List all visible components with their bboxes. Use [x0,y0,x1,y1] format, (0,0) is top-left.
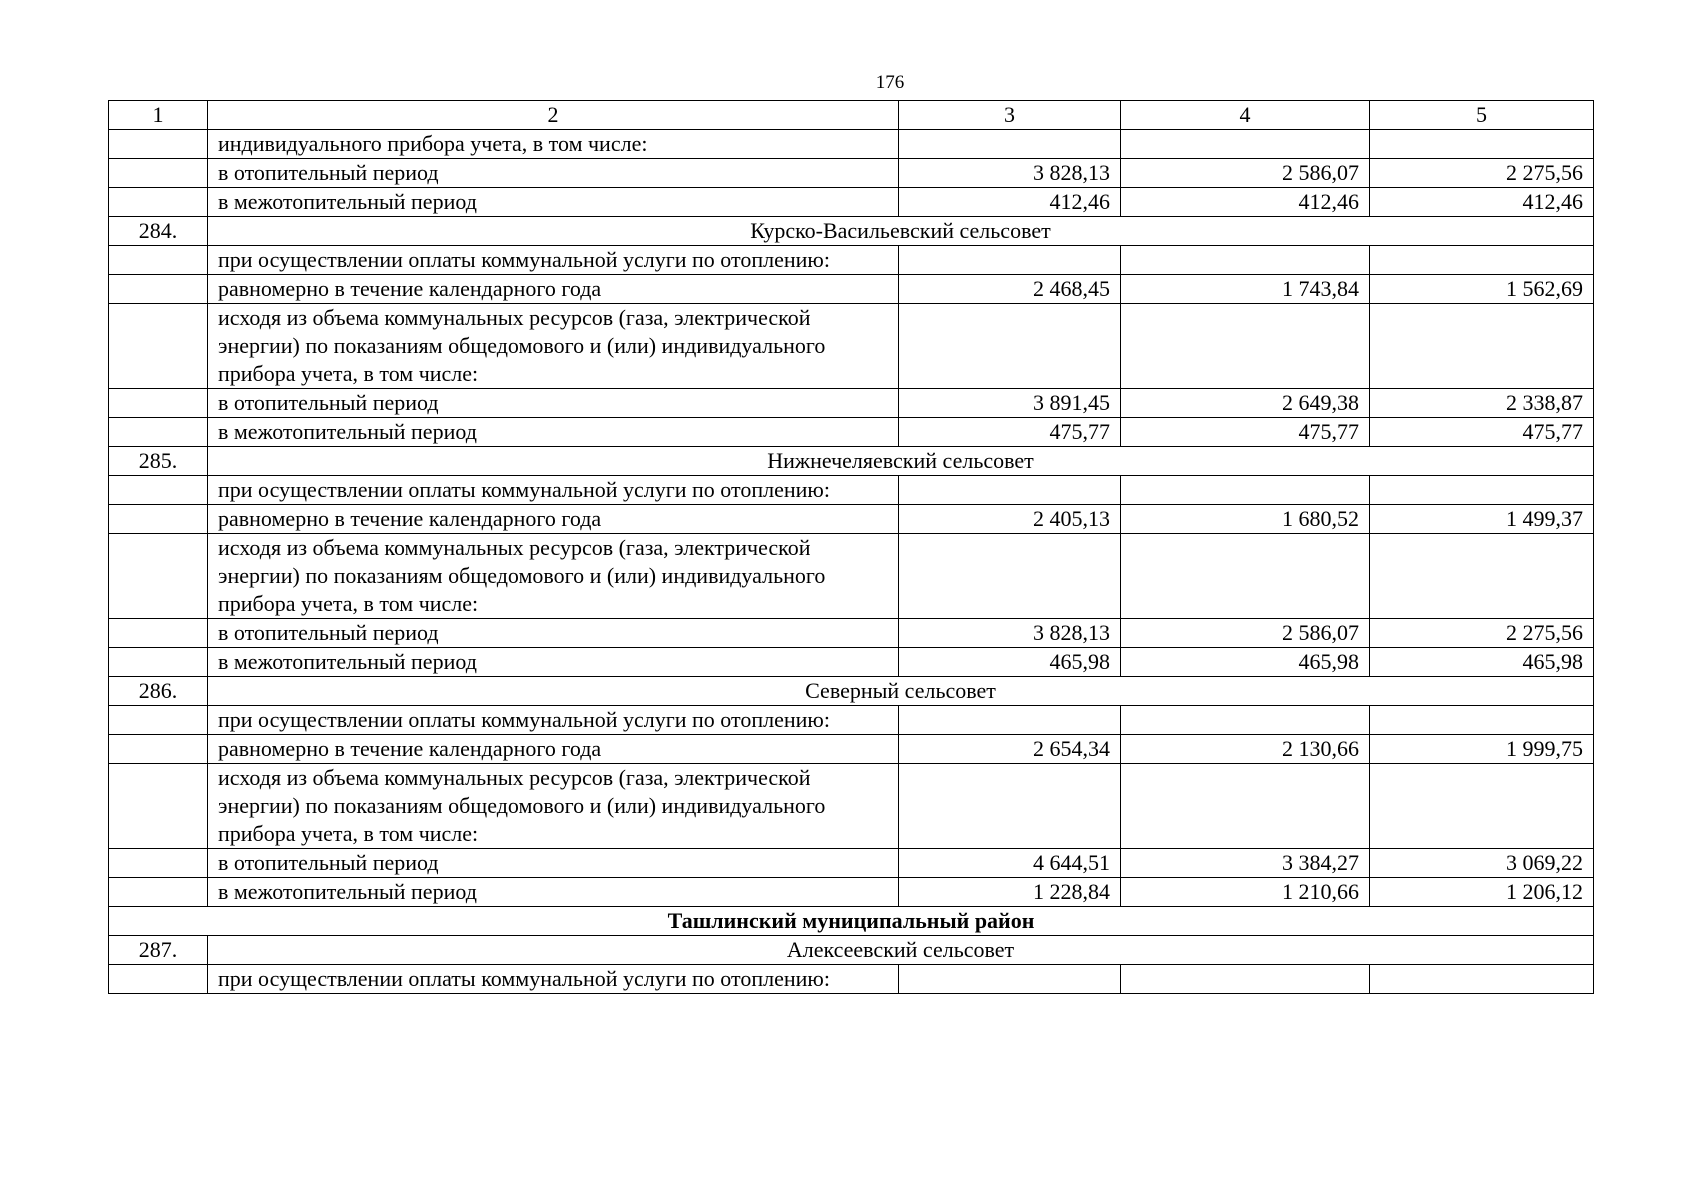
settlement-name: Курско-Васильевский сельсовет [208,217,1594,246]
row-description: в межотопительный период [208,648,899,677]
value-col-3: 465,98 [899,648,1121,677]
row-description: в отопительный период [208,849,899,878]
row-description: в межотопительный период [208,188,899,217]
row-description: в отопительный период [208,159,899,188]
value-col-3 [899,706,1121,735]
row-number [109,476,208,505]
row-number: 284. [109,217,208,246]
value-col-5: 1 206,12 [1370,878,1594,907]
value-col-4: 1 210,66 [1121,878,1370,907]
value-col-3 [899,534,1121,619]
row-description: исходя из объема коммунальных ресурсов (газа, электрической энергии) по показаниям общедомового и (или) индивидуального прибора учета, в том числе: [208,534,899,619]
value-col-3: 4 644,51 [899,849,1121,878]
value-col-4: 412,46 [1121,188,1370,217]
value-col-4 [1121,706,1370,735]
value-col-4 [1121,304,1370,389]
table-row [109,534,1594,619]
table-row [109,764,1594,849]
value-col-4: 3 384,27 [1121,849,1370,878]
district-title: Ташлинский муниципальный район [109,907,1594,936]
row-number [109,130,208,159]
row-number [109,304,208,389]
value-col-4: 2 649,38 [1121,389,1370,418]
row-number [109,849,208,878]
value-col-3 [899,246,1121,275]
row-description: индивидуального прибора учета, в том числе: [208,130,899,159]
table-row [109,648,1594,677]
value-col-4 [1121,534,1370,619]
row-description: при осуществлении оплаты коммунальной услуги по отоплению: [208,476,899,505]
table-row [109,188,1594,217]
value-col-3: 412,46 [899,188,1121,217]
row-number [109,764,208,849]
table-row [109,418,1594,447]
row-description: при осуществлении оплаты коммунальной услуги по отоплению: [208,246,899,275]
settlement-name: Алексеевский сельсовет [208,936,1594,965]
value-col-5: 465,98 [1370,648,1594,677]
value-col-5: 1 499,37 [1370,505,1594,534]
value-col-4 [1121,764,1370,849]
value-col-4: 1 743,84 [1121,275,1370,304]
value-col-3: 3 828,13 [899,619,1121,648]
value-col-3 [899,476,1121,505]
district-row [109,907,1594,936]
row-number [109,188,208,217]
row-number [109,965,208,994]
value-col-5: 2 338,87 [1370,389,1594,418]
value-col-5 [1370,534,1594,619]
value-col-5 [1370,706,1594,735]
row-description: при осуществлении оплаты коммунальной услуги по отоплению: [208,706,899,735]
table-row [109,275,1594,304]
value-col-3: 2 405,13 [899,505,1121,534]
row-description: исходя из объема коммунальных ресурсов (газа, электрической энергии) по показаниям общедомового и (или) индивидуального прибора учета, в том числе: [208,764,899,849]
value-col-5 [1370,965,1594,994]
settlement-row [109,677,1594,706]
header-cell-4: 4 [1121,101,1370,130]
table-body [109,101,1594,994]
value-col-5 [1370,764,1594,849]
header-row [109,101,1594,130]
value-col-4: 2 130,66 [1121,735,1370,764]
table-row [109,965,1594,994]
value-col-5: 2 275,56 [1370,159,1594,188]
table-row [109,505,1594,534]
value-col-3: 3 828,13 [899,159,1121,188]
value-col-3: 1 228,84 [899,878,1121,907]
settlement-row [109,217,1594,246]
value-col-4 [1121,965,1370,994]
value-col-4 [1121,130,1370,159]
settlement-name: Нижнечеляевский сельсовет [208,447,1594,476]
row-description: в отопительный период [208,619,899,648]
row-number [109,275,208,304]
row-number [109,735,208,764]
value-col-3: 2 468,45 [899,275,1121,304]
row-number: 285. [109,447,208,476]
value-col-4 [1121,476,1370,505]
row-description: исходя из объема коммунальных ресурсов (газа, электрической энергии) по показаниям общедомового и (или) индивидуального прибора учета, в том числе: [208,304,899,389]
row-number [109,648,208,677]
table-row [109,735,1594,764]
row-number [109,534,208,619]
value-col-4: 2 586,07 [1121,159,1370,188]
row-description: равномерно в течение календарного года [208,735,899,764]
settlement-name: Северный сельсовет [208,677,1594,706]
value-col-5 [1370,304,1594,389]
row-description: равномерно в течение календарного года [208,275,899,304]
row-number [109,505,208,534]
header-cell-5: 5 [1370,101,1594,130]
value-col-5 [1370,476,1594,505]
table-row [109,706,1594,735]
settlement-row [109,447,1594,476]
header-cell-1: 1 [109,101,208,130]
table-row [109,246,1594,275]
settlement-row [109,936,1594,965]
value-col-4: 475,77 [1121,418,1370,447]
row-description: в межотопительный период [208,418,899,447]
header-cell-2: 2 [208,101,899,130]
tariff-table [108,100,1594,994]
value-col-3: 475,77 [899,418,1121,447]
value-col-3 [899,304,1121,389]
value-col-5 [1370,246,1594,275]
table-row [109,389,1594,418]
row-description: при осуществлении оплаты коммунальной услуги по отоплению: [208,965,899,994]
row-number: 286. [109,677,208,706]
table-row [109,130,1594,159]
value-col-4: 2 586,07 [1121,619,1370,648]
row-number [109,159,208,188]
row-number [109,878,208,907]
table-row [109,304,1594,389]
row-number [109,706,208,735]
value-col-3: 3 891,45 [899,389,1121,418]
value-col-4 [1121,246,1370,275]
row-description: в отопительный период [208,389,899,418]
row-number [109,246,208,275]
value-col-3: 2 654,34 [899,735,1121,764]
value-col-4: 1 680,52 [1121,505,1370,534]
row-number: 287. [109,936,208,965]
value-col-5: 3 069,22 [1370,849,1594,878]
table-row [109,849,1594,878]
row-description: равномерно в течение календарного года [208,505,899,534]
value-col-5: 475,77 [1370,418,1594,447]
value-col-5: 2 275,56 [1370,619,1594,648]
table-row [109,619,1594,648]
row-description: в межотопительный период [208,878,899,907]
row-number [109,389,208,418]
value-col-3 [899,130,1121,159]
value-col-5: 1 562,69 [1370,275,1594,304]
value-col-5 [1370,130,1594,159]
header-cell-3: 3 [899,101,1121,130]
value-col-3 [899,965,1121,994]
value-col-4: 465,98 [1121,648,1370,677]
value-col-5: 412,46 [1370,188,1594,217]
value-col-3 [899,764,1121,849]
table-row [109,476,1594,505]
table-row [109,878,1594,907]
value-col-5: 1 999,75 [1370,735,1594,764]
row-number [109,619,208,648]
table-row [109,159,1594,188]
row-number [109,418,208,447]
page-number: 176 [875,72,905,93]
